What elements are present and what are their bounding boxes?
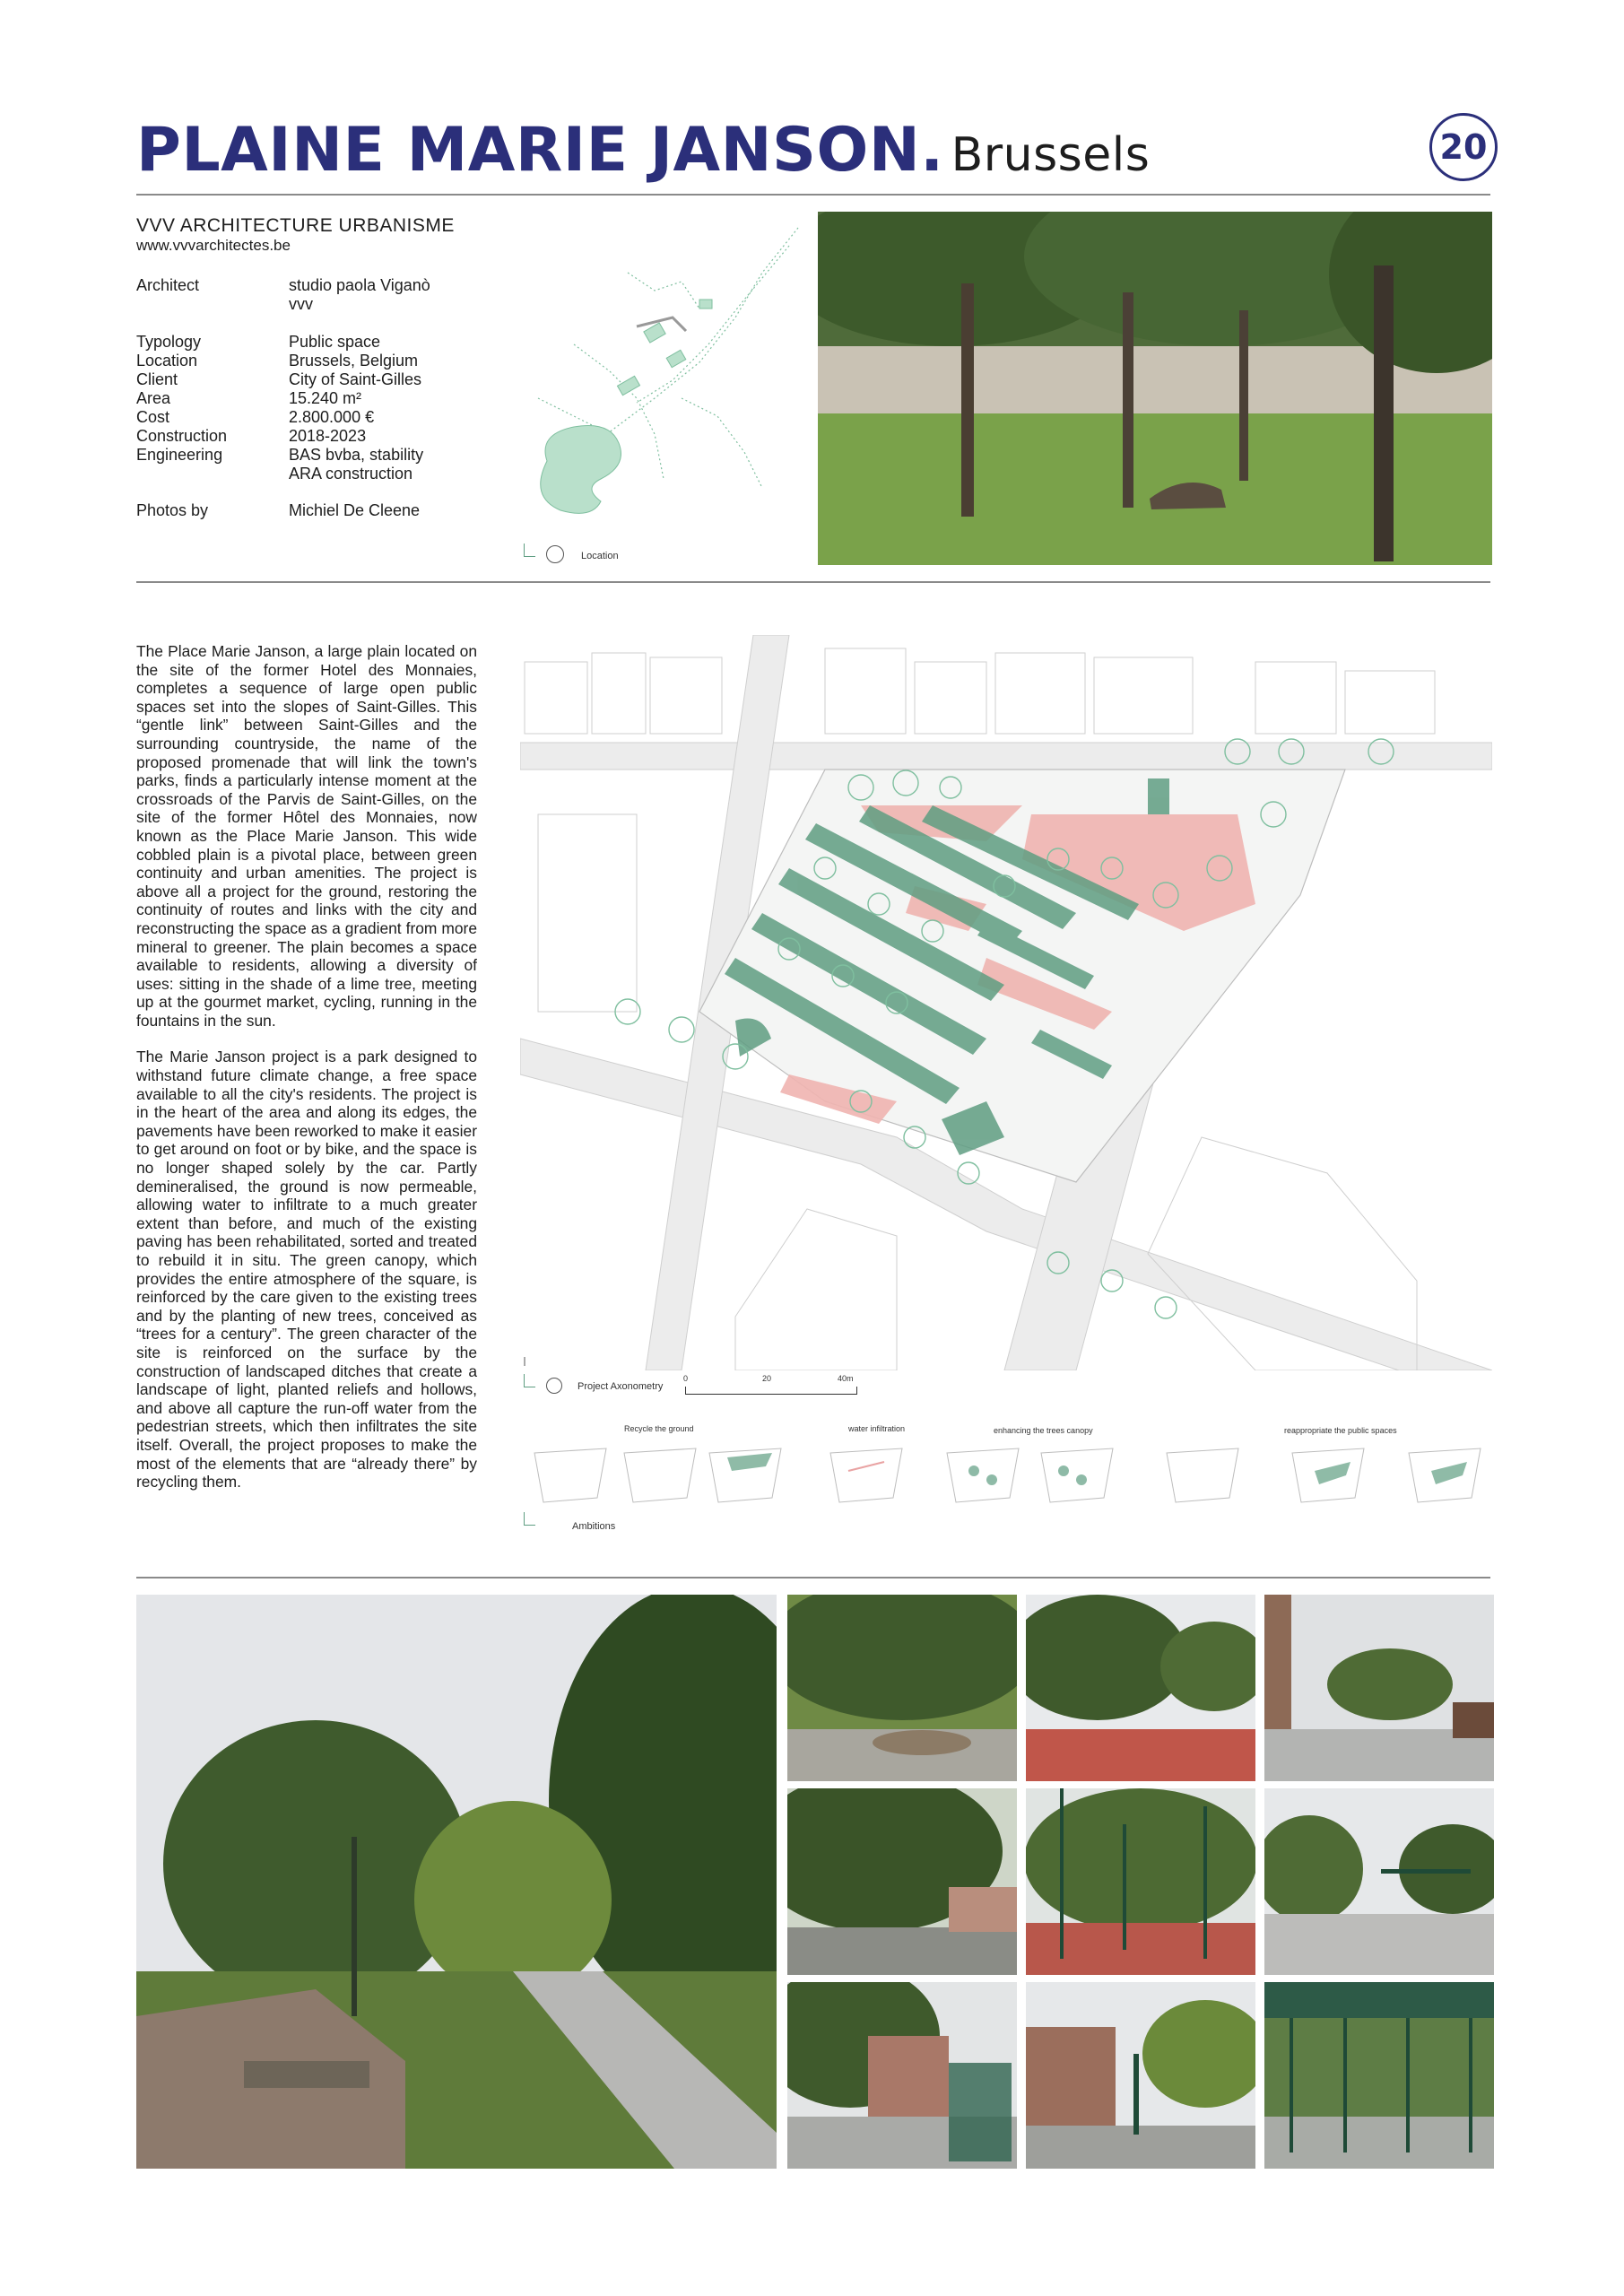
thumbnail-photo-4 [787, 1788, 1017, 1975]
ambition-caption-public: reappropriate the public spaces [1284, 1426, 1397, 1435]
thumbnail-photo-2 [1026, 1595, 1255, 1781]
ambition-caption-recycle: Recycle the ground [624, 1424, 694, 1433]
ambitions-legend-marker [524, 1512, 535, 1526]
location-map-label: Location [581, 551, 619, 561]
main-park-photo [136, 1595, 777, 2169]
ambitions-label: Ambitions [572, 1521, 616, 1532]
project-axonometry [520, 635, 1492, 1370]
thumbnail-photo-6 [1264, 1788, 1494, 1975]
ambitions-diagrams [525, 1435, 1492, 1516]
header-divider [136, 194, 1490, 196]
north-arrow-icon [546, 1378, 562, 1394]
location-map [520, 219, 807, 528]
map-legend-marker [524, 544, 535, 557]
info-key: Architect [136, 276, 200, 294]
firm-website: www.vvvarchitectes.be [136, 237, 291, 254]
thumbnail-photo-8 [1026, 1982, 1255, 2169]
page-title [136, 115, 1150, 191]
info-row-typology [136, 333, 486, 352]
info-key: Area [136, 389, 171, 407]
project-name: PLAINE MARIE JANSON. [136, 115, 944, 186]
description-paragraph-2: The Marie Janson project is a park designed to withstand future climate change, a free space available to all the city's residents. The project is in the heart of the area and along its edges, the pavements have been reworked to make it easier to get around on foot or by bike, and the space is no longer shaped solely by the car. Partly demineralised, the ground is now permeable, allowing water to infiltrate to a much greater extent than before, and much of the existing paving has been rehabilitated, sorted and treated to rebuild it in situ. The green canopy, which provides the entire atmosphere of the square, is reinforced by the care given to the existing trees and by the planting of new trees, conceived as “trees for a century”. The green character of the site is reinforced on the surface by the construction of landscaped ditches that create a landscape of light, planted reliefs and hollows, and above all capture the run-off water from the pedestrian streets, which then infiltrates the site itself. Overall, the project proposes to make the most of the elements that are “already there” by recycling them. [136, 1048, 477, 1492]
scale-label-40: 40m [838, 1374, 854, 1383]
info-value: Michiel De Cleene [289, 501, 421, 519]
project-description [136, 642, 477, 1509]
page-number-badge [1429, 113, 1498, 181]
info-value: BAS bvba, stability ARA construction [289, 446, 424, 483]
firm-name: VVV ARCHITECTURE URBANISME [136, 215, 455, 236]
axonometry-legend-marker [524, 1374, 535, 1387]
section-divider-1 [136, 581, 1490, 583]
info-row-construction [136, 427, 486, 446]
thumbnail-photo-9 [1264, 1982, 1494, 2169]
thumbnail-photo-1 [787, 1595, 1017, 1781]
info-value: 2.800.000 € [289, 408, 375, 426]
info-value: Brussels, Belgium [289, 352, 419, 370]
info-row-cost [136, 408, 486, 427]
info-row-area [136, 389, 486, 408]
info-key: Construction [136, 427, 228, 445]
axonometry-label: Project Axonometry [578, 1381, 664, 1392]
thumbnail-photo-7 [787, 1982, 1017, 2169]
info-row-engineering [136, 446, 486, 483]
ambition-caption-water: water infiltration [848, 1424, 906, 1433]
info-value: City of Saint-Gilles [289, 370, 422, 388]
scale-label-0: 0 [683, 1374, 689, 1383]
info-row-architect [136, 276, 486, 314]
scale-bar [685, 1387, 857, 1395]
description-paragraph-1: The Place Marie Janson, a large plain located on the site of the former Hotel des Monnaies, completes a sequence of large open public spaces set into the slopes of Saint-Gilles. This “gentle link” between Saint-Gilles and the surrounding countryside, the name of the proposed promenade that will link the town's parks, finds a particularly intense moment at the crossroads of the Parvis de Saint-Gilles, on the site of the former Hôtel des Monnaies, now known as the Place Marie Janson. This wide cobbled plain is a pivotal place, between green continuity and urban amenities. The project is above all a project for the ground, restoring the continuity of routes and links with the city and reconstructing the space as a gradient from more mineral to greener. The plain becomes a space available to residents, allowing a diversity of uses: sitting in the shade of a lime tree, meeting up at the gourmet market, cycling, running in the fountains in the sun. [136, 642, 477, 1030]
info-value: studio paola Viganò vvv [289, 276, 430, 313]
ambition-caption-canopy: enhancing the trees canopy [994, 1426, 1093, 1435]
north-arrow-icon [546, 545, 564, 563]
info-key: Photos by [136, 501, 209, 519]
thumbnail-photo-3 [1264, 1595, 1494, 1781]
section-divider-2 [136, 1577, 1490, 1578]
info-value: 2018-2023 [289, 427, 367, 445]
info-row-client [136, 370, 486, 389]
page-number: 20 [1439, 127, 1488, 167]
info-value: 15.240 m² [289, 389, 362, 407]
thumbnail-photo-5 [1026, 1788, 1255, 1975]
info-row-photos [136, 501, 486, 520]
info-key: Cost [136, 408, 170, 426]
hero-photo [818, 212, 1492, 565]
info-key: Client [136, 370, 178, 388]
info-key: Engineering [136, 446, 223, 464]
info-key: Location [136, 352, 198, 370]
scale-label-20: 20 [762, 1374, 772, 1383]
info-row-location [136, 352, 486, 370]
city-name: Brussels [951, 128, 1151, 182]
info-key: Typology [136, 333, 202, 351]
info-value: Public space [289, 333, 381, 351]
